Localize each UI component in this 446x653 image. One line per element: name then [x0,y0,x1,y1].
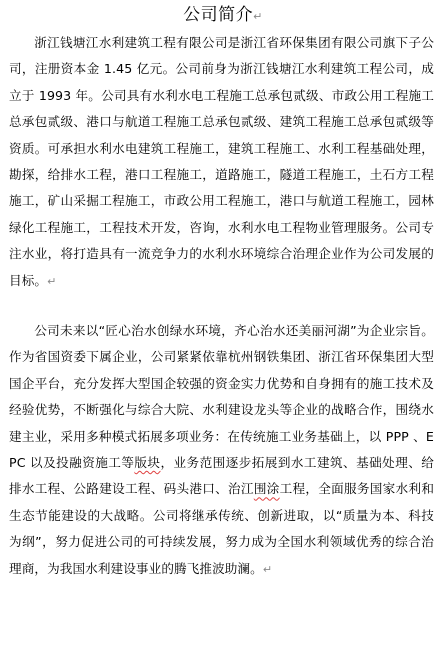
spellcheck-flagged-word: 围涂 [253,481,280,497]
spellcheck-flagged-word: 版块 [134,455,161,471]
paragraph-company-overview [9,30,434,295]
paragraph-company-future [9,318,434,583]
title-text: 公司简介 [183,5,254,25]
paragraph-mark-icon: ↵ [262,562,273,576]
paragraph-mark-icon: ↵ [47,274,57,288]
paragraph-1-text: 浙江钱塘江水利建筑工程有限公司是浙江省环保集团有限公司旗下子公司，注册资本金 1.45 亿元。公司前身为浙江钱塘江水利建筑工程公司，成立于 1993 年。公司具有水利水电工程施工总承包贰级、市政公用工程施工总承包贰级、港口与航道工程施工总承包贰级、建筑工程施工总承包贰级等资质。可承担水利水电建筑工程施工，建筑工程施工、水利工程基础处理，勘探，给排水工程，港口工程施工，道路施工，隧道工程施工，土石方工程施工，矿山采掘工程施工，市政公用工程施工，港口与航道工程施工，园林绿化工程施工，工程技术开发，咨询，水利水电工程物业管理服务。公司专注水业，将打造具有一流竞争力的水利水环境综合治理企业作为公司发展的目标。 [9,35,434,288]
paragraph-mark-icon: ↵ [253,10,263,23]
paragraph-2-text-after: 工程，全面服务国家水利和生态节能建设的大战略。公司将继承传统、创新进取，以“质量为本、科技为纲”，努力促进公司的可持续发展，努力成为全国水利领域优秀的综合治理商，为我国水利建设事业的腾飞推波助澜。 [9,481,435,576]
paragraph-2-text-before: 公司未来以“匠心治水创绿水环境，齐心治水还美丽河湖”为企业宗旨。作为省国资委下属企业，公司紧紧依靠杭州钢铁集团、浙江省环保集团大型国企平台，充分发挥大型国企较强的资金实力优势和自身拥有的施工技术及经验优势，不断强化与综合大院、水利建设龙头等企业的战略合作，围绕水建主业，采用多种模式拓展多项业务：在传统施工业务基础上，以 PPP 、EPC 以及投融资施工等 [9,323,434,471]
paragraph-2-text-middle: ，业务范围逐步拓展到水工建筑、基础处理、给排水工程、公路建设工程、码头港口、治江 [9,455,434,497]
document-title [0,5,446,27]
